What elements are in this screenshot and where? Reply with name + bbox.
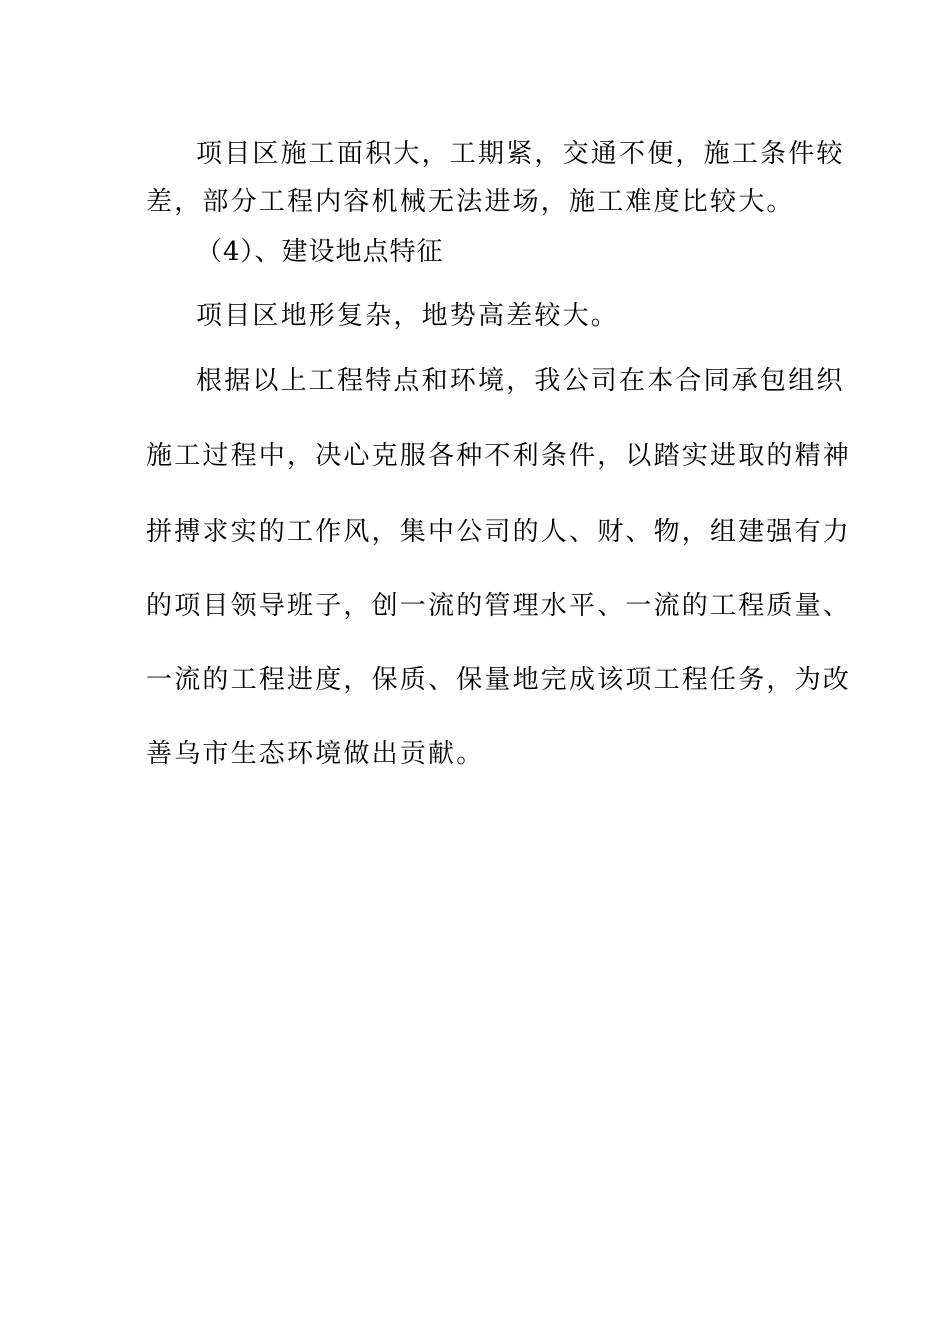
paragraph-3-line-5: 一流的工程进度，保质、保量地完成该项工程任务，为改 — [146, 665, 852, 695]
paragraph-3-line-6: 善乌市生态环境做出贡献。 — [146, 739, 485, 769]
paragraph-1-line-1: 项目区施工面积大，工期紧，交通不便，施工条件较 — [196, 139, 845, 169]
paragraph-3-line-1: 根据以上工程特点和环境，我公司在本合同承包组织 — [196, 366, 845, 396]
paragraph-3-line-2: 施工过程中，决心克服各种不利条件，以踏实进取的精神 — [146, 441, 852, 471]
paragraph-3-line-4: 的项目领导班子，创一流的管理水平、一流的工程质量、 — [146, 591, 852, 621]
paragraph-1-line-2: 差，部分工程内容机械无法进场，施工难度比较大。 — [146, 187, 795, 217]
paragraph-2-line-1: 项目区地形复杂，地势高差较大。 — [196, 301, 620, 331]
paragraph-3-line-3: 拼搏求实的工作风，集中公司的人、财、物，组建强有力 — [146, 517, 852, 547]
section-heading: （4）、建设地点特征 — [196, 237, 444, 267]
